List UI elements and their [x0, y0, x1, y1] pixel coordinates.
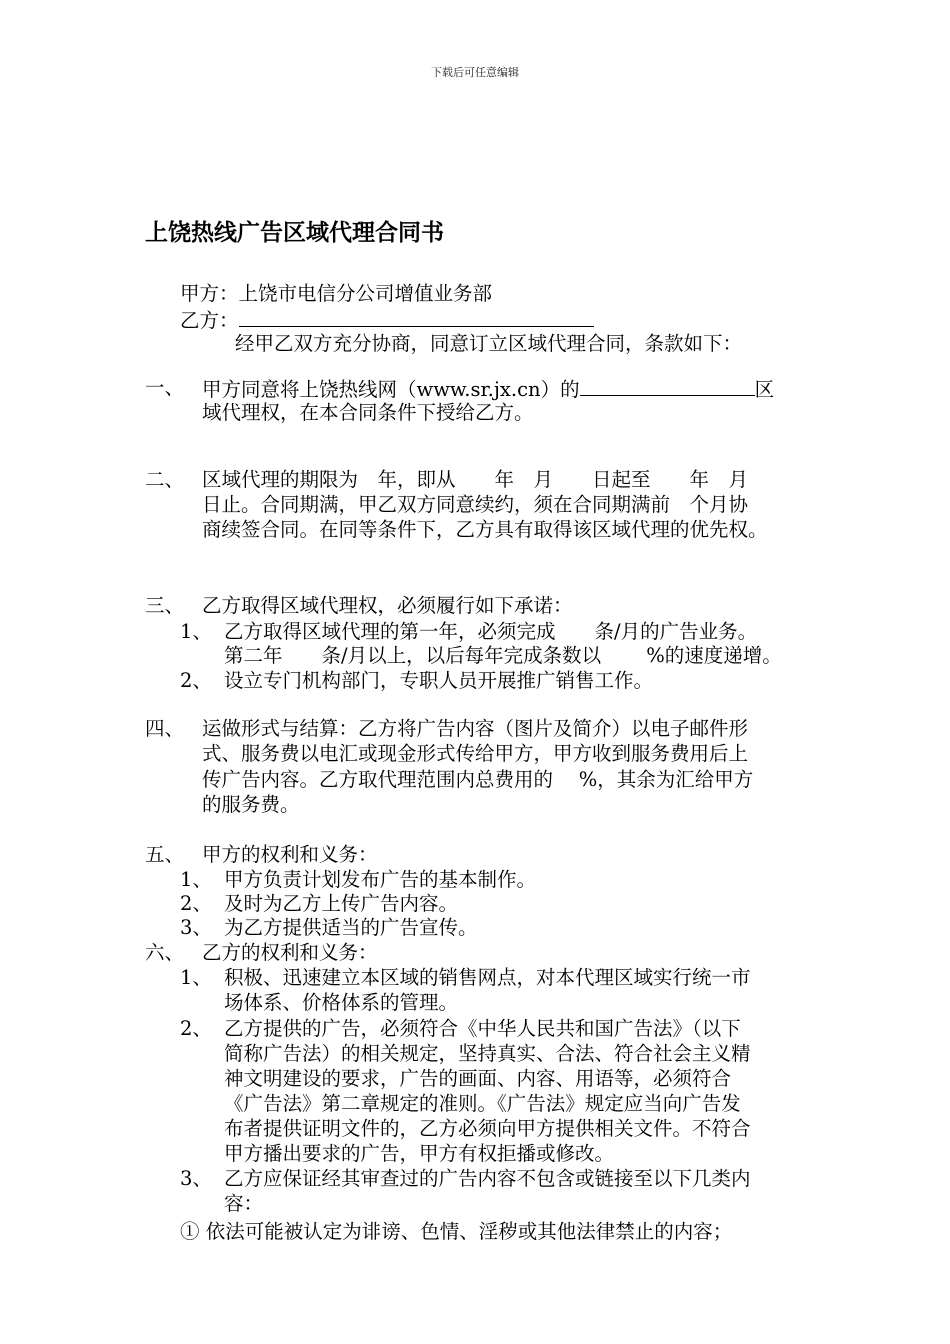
clause-1-line-2: 域代理权，在本合同条件下授给乙方。 — [202, 401, 534, 424]
clause-4-line-4: 的服务费。 — [202, 793, 300, 816]
party-b — [180, 306, 594, 334]
clause-2-number: 二、 — [145, 468, 185, 491]
clause-4-line-1: 运做形式与结算：乙方将广告内容（图片及简介）以电子邮件形 — [202, 717, 749, 740]
clause-6-item-1-line-2: 场体系、价格体系的管理。 — [224, 991, 459, 1014]
clause-6-item-2-line-3: 神文明建设的要求，广告的画面、内容、用语等，必须符合 — [224, 1067, 732, 1090]
clause-1-text-b: 区 — [754, 378, 775, 401]
clause-3-item-2-line-1: 设立专门机构部门，专职人员开展推广销售工作。 — [224, 669, 654, 692]
page-header-note: 下载后可任意编辑 — [431, 66, 519, 79]
clause-1-blank — [580, 375, 755, 396]
clause-6-item-1-number: 1、 — [180, 966, 212, 989]
clause-5-item-3: 为乙方提供适当的广告宣传。 — [224, 916, 478, 939]
clause-3-item-1-number: 1、 — [180, 620, 212, 643]
clause-6-item-1-line-1: 积极、迅速建立本区域的销售网点，对本代理区域实行统一市 — [224, 966, 751, 989]
clause-6-item-3-line-1: 乙方应保证经其审查过的广告内容不包含或链接至以下几类内 — [224, 1167, 751, 1190]
clause-6-heading: 乙方的权利和义务： — [202, 941, 378, 964]
clause-5-item-1: 甲方负责计划发布广告的基本制作。 — [224, 868, 537, 891]
clause-6-item-2-number: 2、 — [180, 1017, 212, 1040]
clause-4-line-2: 式、服务费以电汇或现金形式传给甲方，甲方收到服务费用后上 — [202, 742, 749, 765]
clause-6-item-3-sub-1: ① 依法可能被认定为诽谤、色情、淫秽或其他法律禁止的内容； — [180, 1220, 733, 1243]
clause-3-item-1-line-1: 乙方取得区域代理的第一年，必须完成 条/月的广告业务。 — [224, 620, 758, 643]
clause-1-text-a: 甲方同意将上饶热线网（www.sr.jx.cn）的 — [202, 378, 580, 401]
page-title: 上饶热线广告区域代理合同书 — [145, 220, 444, 246]
intro-text: 经甲乙双方充分协商，同意订立区域代理合同，条款如下： — [235, 332, 743, 355]
clause-6-number: 六、 — [145, 941, 185, 964]
party-b-blank — [239, 306, 594, 327]
clause-3-heading: 乙方取得区域代理权，必须履行如下承诺： — [202, 594, 573, 617]
clause-2-line-3: 商续签合同。在同等条件下，乙方具有取得该区域代理的优先权。 — [202, 518, 768, 541]
clause-1-line-1 — [202, 375, 774, 403]
clause-3-number: 三、 — [145, 594, 185, 617]
clause-6-item-2-line-5: 布者提供证明文件的，乙方必须向甲方提供相关文件。不符合 — [224, 1117, 751, 1140]
clause-3-item-2-number: 2、 — [180, 669, 212, 692]
clause-3-item-1-line-2: 第二年 条/月以上，以后每年完成条数以 %的速度递增。 — [224, 644, 782, 667]
clause-5-item-1-number: 1、 — [180, 868, 212, 891]
clause-5-item-2: 及时为乙方上传广告内容。 — [224, 892, 459, 915]
clause-6-item-3-line-2: 容： — [224, 1192, 264, 1215]
clause-2-line-2: 日止。合同期满，甲乙双方同意续约，须在合同期满前 个月协 — [202, 493, 749, 516]
clause-5-heading: 甲方的权利和义务： — [202, 843, 378, 866]
clause-6-item-2-line-6: 甲方播出要求的广告，甲方有权拒播或修改。 — [224, 1142, 615, 1165]
clause-5-item-3-number: 3、 — [180, 916, 212, 939]
clause-5-item-2-number: 2、 — [180, 892, 212, 915]
clause-6-item-2-line-2: 简称广告法）的相关规定，坚持真实、合法、符合社会主义精 — [224, 1042, 751, 1065]
clause-2-line-1: 区域代理的期限为 年，即从 年 月 日起至 年 月 — [202, 468, 749, 491]
party-a: 甲方：上饶市电信分公司增值业务部 — [180, 282, 493, 305]
clause-4-line-3: 传广告内容。乙方取代理范围内总费用的 %，其余为汇给甲方 — [202, 768, 754, 791]
clause-5-number: 五、 — [145, 843, 185, 866]
clause-6-item-2-line-1: 乙方提供的广告，必须符合《中华人民共和国广告法》（以下 — [224, 1017, 741, 1040]
clause-1-number: 一、 — [145, 376, 185, 399]
clause-6-item-3-number: 3、 — [180, 1167, 212, 1190]
clause-6-item-2-line-4: 《广告法》第二章规定的准则。《广告法》规定应当向广告发 — [224, 1092, 741, 1115]
clause-4-number: 四、 — [145, 717, 185, 740]
party-b-label: 乙方： — [180, 309, 239, 332]
